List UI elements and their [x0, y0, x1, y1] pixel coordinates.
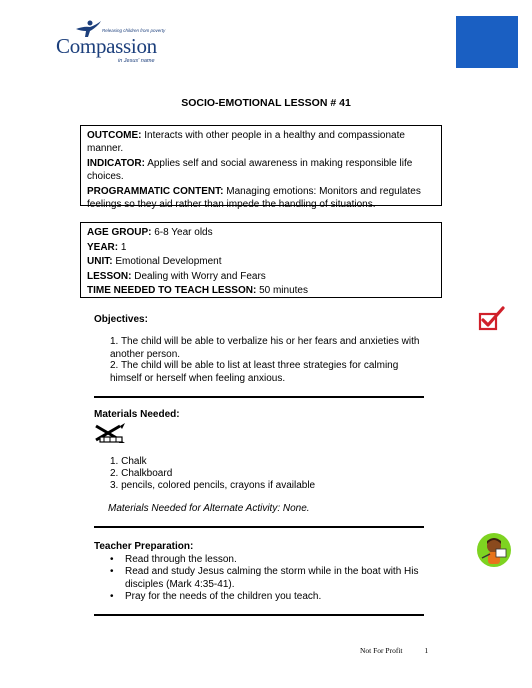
preparation-heading: Teacher Preparation: — [94, 541, 194, 552]
teacher-icon — [476, 532, 512, 568]
corner-color-block — [456, 16, 518, 68]
section-divider — [94, 396, 424, 398]
outcome-row — [87, 129, 435, 155]
page-number: 1 — [424, 646, 429, 655]
logo-wordmark: Compassion — [56, 34, 157, 58]
lesson-title: SOCIO-EMOTIONAL LESSON # 41 — [181, 97, 351, 109]
pencils-icon — [94, 422, 126, 444]
section-divider — [94, 614, 424, 616]
content-text: Managing emotions: Monitors and regulates feelings so they aid rather than impede the handling of situations. — [87, 186, 421, 210]
preparation-item: Pray for the needs of the children you teach. — [125, 591, 322, 602]
bullet-icon: • — [110, 566, 114, 577]
year-row — [87, 241, 435, 254]
page-footer — [360, 646, 428, 655]
preparation-item: Read and study Jesus calming the storm while in the boat with His disciples (Mark 4:35-41). — [125, 566, 419, 590]
logo-subtitle: in Jesus' name — [118, 58, 155, 64]
lesson-label: LESSON: — [87, 270, 132, 282]
material-item: 1. Chalk — [110, 456, 147, 467]
indicator-row — [87, 157, 435, 183]
unit-row — [87, 255, 435, 268]
material-item: 2. Chalkboard — [110, 468, 173, 479]
indicator-label: INDICATOR: — [87, 158, 145, 169]
unit-value: Emotional Development — [115, 256, 222, 267]
preparation-item: Read through the lesson. — [125, 554, 237, 565]
year-label: YEAR: — [87, 241, 119, 253]
objectives-heading: Objectives: — [94, 314, 148, 325]
logo-tagline: Releasing children from poverty — [102, 28, 166, 33]
age-label: AGE GROUP: — [87, 227, 152, 238]
time-label: TIME NEEDED TO TEACH LESSON: — [87, 285, 257, 296]
checkmark-icon — [478, 306, 506, 332]
content-row — [87, 185, 435, 211]
lesson-value: Dealing with Worry and Fears — [134, 270, 266, 282]
alternate-materials: Materials Needed for Alternate Activity: None. — [108, 503, 310, 514]
age-row — [87, 226, 435, 239]
material-item: 3. pencils, colored pencils, crayons if available — [110, 480, 316, 491]
age-value: 6-8 Year olds — [154, 227, 213, 238]
objective-item: 1. The child will be able to verbalize his or her fears and anxieties with another person. — [110, 336, 420, 360]
content-label: PROGRAMMATIC CONTENT: — [87, 186, 224, 197]
lesson-row — [87, 270, 435, 283]
section-divider — [94, 526, 424, 528]
details-box — [80, 222, 442, 298]
materials-heading: Materials Needed: — [94, 409, 180, 420]
objective-item: 2. The child will be able to list at least three strategies for calming himself or herself when feeling anxious. — [110, 360, 399, 384]
unit-label: UNIT: — [87, 256, 113, 267]
indicator-text: Applies self and social awareness in making responsible life choices. — [87, 158, 413, 182]
time-value: 50 minutes — [259, 285, 308, 296]
bullet-icon: • — [110, 554, 114, 565]
footer-text: Not For Profit — [360, 646, 403, 655]
time-row — [87, 284, 435, 297]
year-value: 1 — [120, 241, 127, 253]
outcome-text: Interacts with other people in a healthy and compassionate manner. — [87, 130, 405, 154]
bullet-icon: • — [110, 591, 114, 602]
outcome-label: OUTCOME: — [87, 130, 142, 141]
overview-box — [80, 125, 442, 210]
compassion-logo — [56, 20, 168, 68]
